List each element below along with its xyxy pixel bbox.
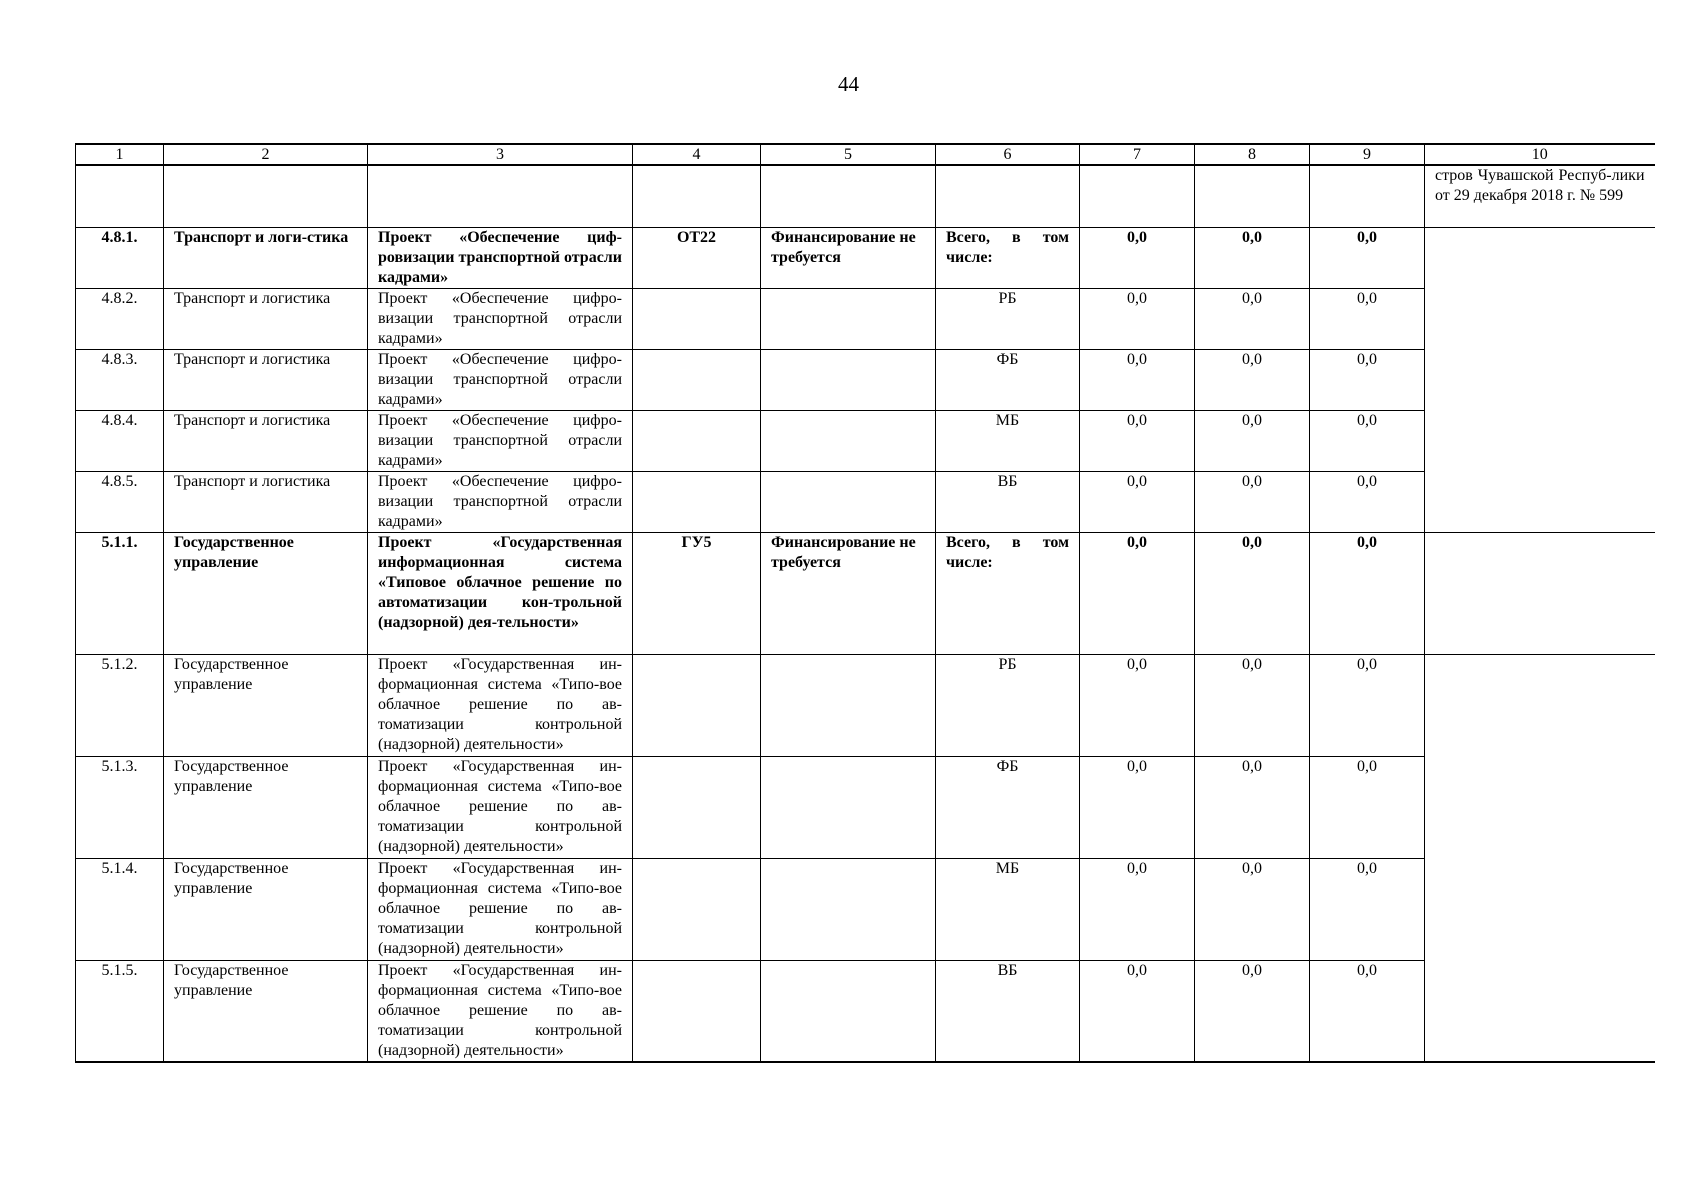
table-row	[76, 410, 1655, 471]
source-cell: РБ	[936, 654, 1080, 756]
table-row	[76, 349, 1655, 410]
value-cell: 0,0	[1195, 349, 1310, 410]
table-row	[76, 471, 1655, 532]
value-cell: 0,0	[1195, 227, 1310, 288]
table-row	[76, 858, 1655, 960]
value-cell: 0,0	[1195, 410, 1310, 471]
empty-cell	[761, 165, 936, 227]
value-cell: 0,0	[1195, 756, 1310, 858]
column-header: 7	[1080, 144, 1195, 165]
code-cell	[633, 960, 761, 1062]
financing-cell	[761, 410, 936, 471]
value-cell: 0,0	[1080, 471, 1195, 532]
empty-cell	[164, 165, 368, 227]
row-number: 5.1.1.	[76, 532, 164, 654]
value-cell: 0,0	[1310, 227, 1425, 288]
source-cell: МБ	[936, 858, 1080, 960]
project-cell: Проект «Обеспечение циф-ровизации транспортной отрасли кадрами»	[368, 227, 633, 288]
empty-cell	[936, 165, 1080, 227]
financing-cell	[761, 288, 936, 349]
code-cell	[633, 288, 761, 349]
sphere-cell: Государственное управление	[164, 756, 368, 858]
column-header: 9	[1310, 144, 1425, 165]
financing-cell	[761, 858, 936, 960]
source-cell: МБ	[936, 410, 1080, 471]
empty-cell	[1425, 532, 1655, 654]
empty-cell	[76, 165, 164, 227]
sphere-cell: Транспорт и логистика	[164, 471, 368, 532]
measures-table	[75, 143, 1655, 1063]
sphere-cell: Государственное управление	[164, 858, 368, 960]
empty-cell	[368, 165, 633, 227]
row-number: 4.8.3.	[76, 349, 164, 410]
column-header: 6	[936, 144, 1080, 165]
sphere-cell: Государственное управление	[164, 960, 368, 1062]
value-cell: 0,0	[1195, 532, 1310, 654]
code-cell: ГУ5	[633, 532, 761, 654]
row-number: 4.8.2.	[76, 288, 164, 349]
table-row	[76, 532, 1655, 654]
source-cell: ФБ	[936, 349, 1080, 410]
value-cell: 0,0	[1310, 654, 1425, 756]
empty-cell	[1425, 227, 1655, 532]
continued-note: стров Чувашской Респуб-лики от 29 декабря 2018 г. № 599	[1425, 165, 1655, 227]
sphere-cell: Транспорт и логистика	[164, 288, 368, 349]
value-cell: 0,0	[1195, 858, 1310, 960]
code-cell	[633, 349, 761, 410]
empty-cell	[1425, 654, 1655, 1062]
column-header: 1	[76, 144, 164, 165]
value-cell: 0,0	[1310, 532, 1425, 654]
row-number: 5.1.5.	[76, 960, 164, 1062]
value-cell: 0,0	[1310, 756, 1425, 858]
value-cell: 0,0	[1310, 349, 1425, 410]
value-cell: 0,0	[1080, 532, 1195, 654]
sphere-cell: Транспорт и логистика	[164, 410, 368, 471]
source-cell: РБ	[936, 288, 1080, 349]
column-header: 3	[368, 144, 633, 165]
empty-cell	[1080, 165, 1195, 227]
project-cell: Проект «Государственная ин-формационная система «Типо-вое облачное решение по ав-томатизации контрольной (надзорной) деятельности»	[368, 756, 633, 858]
project-cell: Проект «Государственная информационная система «Типовое облачное решение по автоматизации кон-трольной (надзорной) дея-тельности»	[368, 532, 633, 654]
sphere-cell: Государственное управление	[164, 654, 368, 756]
table-row	[76, 288, 1655, 349]
code-cell	[633, 410, 761, 471]
source-cell: Всего, в том числе:	[936, 532, 1080, 654]
value-cell: 0,0	[1080, 858, 1195, 960]
code-cell	[633, 471, 761, 532]
value-cell: 0,0	[1195, 654, 1310, 756]
value-cell: 0,0	[1310, 471, 1425, 532]
value-cell: 0,0	[1195, 288, 1310, 349]
column-header: 8	[1195, 144, 1310, 165]
project-cell: Проект «Государственная ин-формационная система «Типо-вое облачное решение по ав-томатизации контрольной (надзорной) деятельности»	[368, 960, 633, 1062]
row-number: 4.8.1.	[76, 227, 164, 288]
financing-cell	[761, 349, 936, 410]
empty-cell	[633, 165, 761, 227]
table-row	[76, 756, 1655, 858]
value-cell: 0,0	[1310, 410, 1425, 471]
row-number: 5.1.4.	[76, 858, 164, 960]
value-cell: 0,0	[1080, 288, 1195, 349]
table-row	[76, 227, 1655, 288]
sphere-cell: Транспорт и логистика	[164, 349, 368, 410]
column-header: 5	[761, 144, 936, 165]
project-cell: Проект «Обеспечение цифро-визации транспортной отрасли кадрами»	[368, 410, 633, 471]
value-cell: 0,0	[1080, 960, 1195, 1062]
row-number: 4.8.4.	[76, 410, 164, 471]
financing-cell: Финансирование не требуется	[761, 532, 936, 654]
column-header: 2	[164, 144, 368, 165]
continuation-row	[76, 165, 1655, 227]
value-cell: 0,0	[1310, 288, 1425, 349]
financing-cell: Финансирование не требуется	[761, 227, 936, 288]
project-cell: Проект «Обеспечение цифро-визации транспортной отрасли кадрами»	[368, 471, 633, 532]
code-cell: ОТ22	[633, 227, 761, 288]
table-row	[76, 654, 1655, 756]
project-cell: Проект «Государственная ин-формационная система «Типо-вое облачное решение по ав-томатизации контрольной (надзорной) деятельности»	[368, 858, 633, 960]
financing-cell	[761, 654, 936, 756]
project-cell: Проект «Обеспечение цифро-визации транспортной отрасли кадрами»	[368, 349, 633, 410]
column-header: 10	[1425, 144, 1655, 165]
column-header: 4	[633, 144, 761, 165]
source-cell: ВБ	[936, 471, 1080, 532]
code-cell	[633, 756, 761, 858]
value-cell: 0,0	[1080, 227, 1195, 288]
value-cell: 0,0	[1080, 654, 1195, 756]
code-cell	[633, 858, 761, 960]
value-cell: 0,0	[1310, 858, 1425, 960]
column-number-row	[76, 144, 1655, 165]
project-cell: Проект «Обеспечение цифро-визации транспортной отрасли кадрами»	[368, 288, 633, 349]
source-cell: Всего, в том числе:	[936, 227, 1080, 288]
financing-cell	[761, 756, 936, 858]
empty-cell	[1310, 165, 1425, 227]
row-number: 4.8.5.	[76, 471, 164, 532]
source-cell: ВБ	[936, 960, 1080, 1062]
value-cell: 0,0	[1195, 471, 1310, 532]
value-cell: 0,0	[1080, 410, 1195, 471]
empty-cell	[1195, 165, 1310, 227]
row-number: 5.1.3.	[76, 756, 164, 858]
value-cell: 0,0	[1195, 960, 1310, 1062]
table-row	[76, 960, 1655, 1062]
row-number: 5.1.2.	[76, 654, 164, 756]
sphere-cell: Транспорт и логи-стика	[164, 227, 368, 288]
sphere-cell: Государственное управление	[164, 532, 368, 654]
value-cell: 0,0	[1080, 349, 1195, 410]
code-cell	[633, 654, 761, 756]
value-cell: 0,0	[1310, 960, 1425, 1062]
source-cell: ФБ	[936, 756, 1080, 858]
value-cell: 0,0	[1080, 756, 1195, 858]
page-number: 44	[838, 72, 859, 96]
financing-cell	[761, 960, 936, 1062]
financing-cell	[761, 471, 936, 532]
project-cell: Проект «Государственная ин-формационная система «Типо-вое облачное решение по ав-томатизации контрольной (надзорной) деятельности»	[368, 654, 633, 756]
